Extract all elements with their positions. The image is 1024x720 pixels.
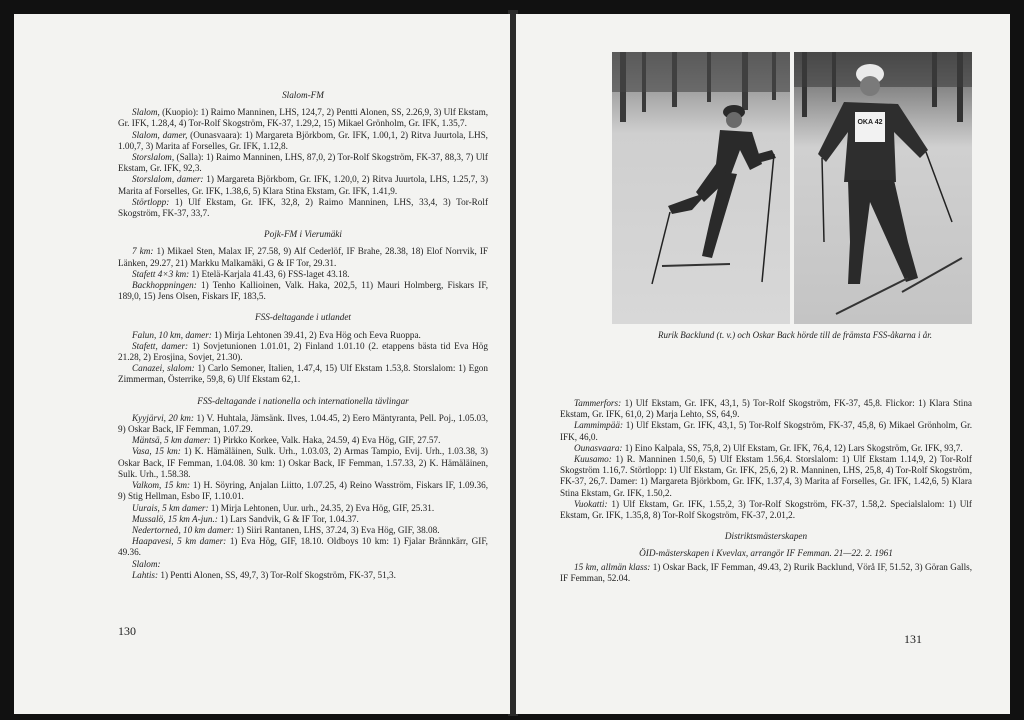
result-paragraph	[560, 420, 972, 442]
result-label: Mäntsä, 5 km damer:	[132, 435, 211, 446]
result-text: 1) R. Manninen 1.50,6, 5) Ulf Ekstam 1.56,4. Storslalom: 1) Ulf Ekstam 1.14,9, 2) Tor-Rolf Skogström 1.16,7. Störtlopp: 1) Ulf Ekstam, Gr. IFK, 25,6, 2) R. Manninen, LHS, 25,8, 4) Tor-Rolf Skogström, FK-37, 26,7. Damer: 1) Margareta Björkbom, Gr. IFK, 1.37,4, 3) Marita af Forselles, Gr. IFK, 1.42,6, 5) Klara Stina Ekstam, Gr. IFK, 1.50,2.	[560, 454, 972, 498]
result-label: Storslalom,	[132, 152, 175, 163]
result-text: 1) V. Huhtala, Jämsänk. Ilves, 1.04.45, 2) Eero Mäntyranta, Pell. Poj., 1.05.03, 9) Oskar Back, IF Femman, 1.07.29.	[118, 412, 488, 435]
result-paragraph	[118, 197, 488, 219]
result-text: 1) Eino Kalpala, SS, 75,8, 2) Ulf Ekstam, Gr. IFK, 76,4, 12) Lars Skogström, Gr. IFK, 93,7.	[622, 442, 963, 453]
result-label: 15 km, allmän klass:	[574, 561, 651, 572]
result-text: 1) Pentti Alonen, SS, 49,7, 3) Tor-Rolf Skogström, FK-37, 51,3.	[158, 569, 396, 580]
result-paragraph	[118, 446, 488, 480]
result-paragraph	[560, 499, 972, 521]
result-text: (Ounasvaara): 1) Margareta Björkbom, Gr. IFK, 1.00,1, 2) Ritva Juurtola, LHS, 1.00,7, 3) Marita af Forselles, Gr. IFK, 1.12,8.	[118, 129, 488, 151]
result-text: 1) Eva Hög, GIF, 18.10. Oldboys 10 km: 1) Fjalar Brännkärr, GIF, 49.36.	[118, 536, 488, 558]
result-text: 1) Ulf Ekstam, Gr. IFK, 32,8, 2) Raimo Manninen, LHS, 33,4, 3) Tor-Rolf Skogström, FK-37, 33,7.	[118, 196, 488, 219]
result-paragraph	[118, 330, 488, 341]
page-number-left: 130	[118, 624, 136, 638]
result-text: 1) Pirkko Korkee, Valk. Haka, 24.59, 4) Eva Hög, GIF, 27.57.	[210, 435, 441, 446]
result-text: 1) Lars Sandvik, G & IF Tor, 1.04.37.	[217, 513, 359, 524]
result-text: 1) Carlo Semoner, Italien, 1.47,4, 15) Ulf Ekstam 1.53,8. Storslalom: 1) Egon Zimmerman, Österrike, 59,8, 6) Ulf Ekstam 62,1.	[118, 363, 488, 385]
right-page-text	[560, 398, 972, 584]
result-paragraph	[118, 107, 488, 129]
skiers-photo-illustration	[612, 52, 972, 324]
kalender-results	[560, 398, 972, 521]
right-page	[516, 14, 1010, 714]
result-paragraph	[118, 559, 488, 570]
result-label: Canazei, slalom:	[132, 363, 195, 374]
result-label: Slalom,	[132, 107, 160, 118]
result-label: Storslalom, damer:	[132, 174, 204, 185]
result-paragraph	[118, 130, 488, 152]
result-paragraph	[118, 413, 488, 435]
result-label: Mussalö, 15 km A-jun.:	[132, 513, 218, 524]
result-paragraph	[118, 536, 488, 558]
result-label: Valkom, 15 km:	[132, 480, 191, 491]
left-page	[14, 14, 510, 714]
result-text: 1) Siiri Rantanen, LHS, 37.24, 3) Eva Hög, GIF, 38.08.	[234, 524, 440, 535]
result-text: 1) Margareta Björkbom, Gr. IFK, 1.20,0, 2) Ritva Juurtola, LHS, 1.25,7, 3) Marita af Forselles, Gr. IFK, 1.38,6, 5) Klara Stina Ekstam, Gr. IFK, 1.41,9.	[118, 174, 489, 196]
result-label: Stafett, damer:	[132, 340, 189, 351]
result-paragraph	[118, 269, 488, 280]
result-text: 1) Oskar Back, IF Femman, 49.43, 2) Rurik Backlund, Vörå IF, 51.52, 3) Göran Galls, IF Femman, 52.04.	[560, 561, 972, 583]
section-heading-pojk-fm: Pojk-FM i Vierumäki	[264, 229, 342, 240]
slalom-fm-results	[118, 107, 488, 219]
result-label: Slalom, damer,	[132, 129, 188, 140]
result-label: Nedertorneå, 10 km damer:	[132, 524, 235, 535]
result-paragraph	[118, 503, 488, 514]
result-label: Stafett 4×3 km:	[132, 268, 190, 279]
result-paragraph	[118, 570, 488, 581]
result-text: (Kuopio): 1) Raimo Manninen, LHS, 124,7, 2) Pentti Alonen, SS, 2.26,9, 3) Ulf Ekstam, Gr. IFK, 1.28,4, 4) Tor-Rolf Skogström, FK-37, 1.29,2, 15) Mikael Grönholm, Gr. IFK, 1.35,7.	[118, 107, 489, 129]
result-label: Ounasvaara:	[574, 442, 623, 453]
photo-caption: Rurik Backlund (t. v.) och Oskar Back hörde till de främsta FSS-åkarna i år.	[658, 330, 932, 340]
fss-tavlingar-results	[118, 413, 488, 581]
result-paragraph	[118, 174, 488, 196]
result-label: Vuokatti:	[574, 498, 608, 509]
result-label: Vasa, 15 km:	[132, 446, 181, 457]
result-paragraph	[560, 562, 972, 584]
result-text: 1) Mirja Lehtonen 39.41, 2) Eva Hög och Eeva Ruoppa.	[211, 329, 421, 340]
result-text: 1) Ulf Ekstam, Gr. IFK, 43,1, 5) Tor-Rolf Skogström, FK-37, 45,8. Flickor: 1) Klara Stina Ekstam, Gr. IFK, 61,0, 2) Marja Lehto, SS, 64,9.	[560, 398, 972, 420]
result-label: Kuusamo:	[574, 454, 612, 465]
section-heading-distrikt: Distriktsmästerskapen	[724, 531, 808, 542]
result-paragraph	[118, 152, 488, 174]
result-text: 1) Ulf Ekstam, Gr. IFK, 43,1, 5) Tor-Rolf Skogström, FK-37, 45,8, 6) Mikael Grönholm, Gr. IFK, 46,0.	[560, 420, 972, 442]
result-label: Störtlopp:	[132, 196, 170, 207]
result-paragraph	[118, 280, 488, 302]
section-heading-fss-utlandet: FSS-deltagande i utlandet	[255, 312, 351, 323]
result-paragraph	[560, 454, 972, 499]
result-label: Falun, 10 km, damer:	[132, 329, 212, 340]
result-label: Slalom:	[132, 558, 161, 569]
result-label: Lammimpää:	[574, 420, 624, 431]
result-label: Tammerfors:	[574, 398, 622, 408]
result-text: 1) H. Söyring, Anjalan Liitto, 1.07.25, 4) Reino Wasström, Fiskars IF, 1.09.36, 9) Stig Hellman, Esbo IF, 1.10.01.	[118, 480, 488, 502]
left-page-text	[118, 86, 488, 581]
distrikt-results	[560, 562, 972, 584]
section-heading-slalom-fm: Slalom-FM	[282, 90, 324, 100]
fss-utlandet-results	[118, 330, 488, 386]
result-text: (Salla): 1) Raimo Manninen, LHS, 87,0, 2) Tor-Rolf Skogström, FK-37, 88,3, 7) Ulf Ekstam, Gr. IFK, 92,3.	[118, 152, 488, 174]
result-paragraph	[118, 514, 488, 525]
result-label: Backhoppningen:	[132, 280, 197, 291]
result-text: 1) Ulf Ekstam, Gr. IFK, 1.55,2, 3) Tor-Rolf Skogström, FK-37, 1.58,2. Specialslalom: 1) Ulf Ekstam, Gr. IFK, 1.35,8, 8) Tor-Rolf Skogström, FK-37, 2.01,2.	[560, 498, 972, 521]
result-paragraph	[118, 246, 488, 268]
bib-text: OKA 42	[857, 119, 883, 126]
result-paragraph	[118, 435, 488, 446]
result-label: Lahtis:	[132, 569, 159, 580]
result-text: 1) Sovjetunionen 1.01.01, 2) Finland 1.01.10 (2. etappens bästa tid Eva Hög 21.28, 2) Erosjina, Sovjet, 21.30).	[118, 340, 488, 363]
result-text: 1) Mirja Lehtonen, Uur. urh., 24.35, 2) Eva Hög, GIF, 25.31.	[208, 502, 435, 513]
result-text: 1) Tenho Kallioinen, Valk. Haka, 202,5, 11) Mauri Holmberg, Fiskars IF, 189,0, 15) Jens Olsen, Fiskars IF, 183,5.	[118, 280, 488, 302]
result-paragraph	[118, 480, 488, 502]
result-label: 7 km:	[132, 246, 154, 257]
result-paragraph	[118, 525, 488, 536]
section-heading-fss-tavlingar: FSS-deltagande i nationella och internationella tävlingar	[197, 395, 409, 406]
result-paragraph	[118, 341, 488, 363]
result-label: Haapavesi, 5 km damer:	[132, 536, 227, 547]
result-text: 1) Mikael Sten, Malax IF, 27.58, 9) Alf Cederlöf, IF Brahe, 28.38, 18) Elof Norrvik, IF Länken, 29.27, 21) Markku Malkamäki, G & IF Tor, 29.31.	[118, 246, 488, 268]
distrikt-subheading: ÖID-mästerskapen i Kvevlax, arrangör IF Femman. 21—22. 2. 1961	[639, 548, 893, 559]
result-label: Kyyjärvi, 20 km:	[132, 412, 194, 423]
skiers-photo	[612, 52, 972, 324]
result-paragraph	[560, 398, 972, 420]
result-label: Uurais, 5 km damer:	[132, 502, 209, 513]
pojk-fm-results	[118, 246, 488, 302]
result-text: 1) K. Hämäläinen, Sulk. Urh., 1.03.03, 2) Armas Tampio, Evij. Urh., 1.03.38, 3) Oskar Back, IF Femman, 1.04.08. 30 km: 1) Oskar Back, IF Femman, 1.57.33, 2) K. Hämäläinen, Sulk. Urh., 1.58.38.	[118, 446, 488, 479]
result-paragraph	[118, 363, 488, 385]
page-number-right: 131	[904, 632, 922, 646]
result-text: 1) Etelä-Karjala 41.43, 6) FSS-laget 43.18.	[189, 268, 350, 279]
result-paragraph	[560, 443, 972, 454]
